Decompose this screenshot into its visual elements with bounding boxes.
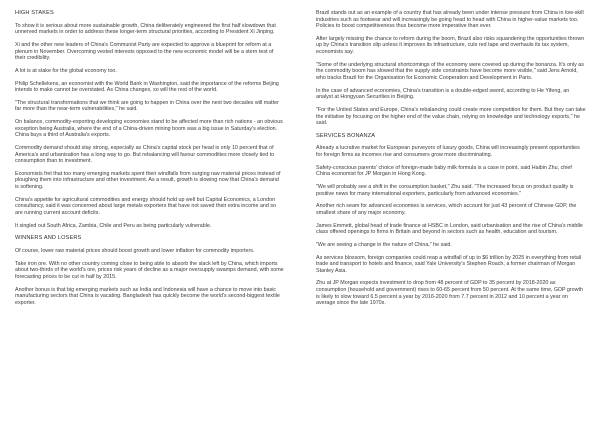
paragraph: James Emmett, global head of trade finance at HSBC in London, said urbanisation and the rise of China's middle class offered openings to firms in Britain and beyond in sectors such as health, education and tourism. [316,222,583,236]
paragraph: After largely missing the chance to reform during the boom, Brazil also risks squandering the opportunities thrown up by China's transition slip unless it improves its infrastructure, cuts red tape and overhauls its tax system, economists say. [316,35,585,56]
paragraph: Xi and the other new leaders of China's Communist Party are expected to approve a blueprint for reform at a plenum in November. Overcoming vested interests opposed to the new economic model will be a stern test of their credibility. [15,41,274,62]
paragraph: "We will probably see a shift in the consumption basket," Zhu said. "The increased focus on product quality is positive news for many international exporters, particularly from advanced economies." [316,184,574,197]
paragraph: China's appetite for agricultural commodities and energy should hold up well but Capital Economics, a London consultancy, said it was concerned about large metals exporters that have not saved their extra income and so are running current account deficits. [15,196,276,216]
paragraph: In the case of advanced economies, China's transition is a double-edged sword, according to He Yifeng, an analyst at Hongyuan Securities in Beijing. [316,87,570,101]
paragraph: Take iron ore. With no other country coming close to being able to absorb the slack left by China, which imports about two-thirds of the world's ore, prices risk years of decline as a major oversupply swamps demand, with some forecasting prices to be cut in half by 2015. [15,260,284,280]
paragraph: On balance, commodity-exporting developing economies stand to be affected more than rich nations - an obvious exception being Australia, where the end of a China-driven mining boom was a big issue in Saturday's election. China buys a third of Australia's exports. [15,119,283,139]
paragraph: Philip Schellekens, an economist with the World Bank in Washington, said the importance of the reforms Beijing intends to make cannot be overstated. As China changes, so will the rest of the world. [15,80,279,94]
paragraph: Commodity demand should stay strong, especially as China's capital stock per head is only 10 percent that of America's and urbanisation has a long way to go. But rebalancing will favour commodities more closely tied to consumption than to investment. [15,144,275,165]
section-heading-winners-and-losers: WINNERS AND LOSERS [15,235,82,242]
paragraph: Brazil stands out as an example of a country that has already been under intense pressure from China in low-skill industries such as footwear and will increasingly be going head to head with China in higher-value markets too. Policies to boost competitiveness thus become more imperative than ever. [316,10,584,30]
paragraph: "The structural transformations that we think are going to happen in China over the next two decades will matter far more than the near-term vulnerabilities," he said. [15,99,279,113]
paragraph: Economists fret that too many emerging markets spent their windfalls from surging raw material prices instead of ploughing them into infrastructure and other investment. As a result, growth is slowing now that China's demand is softening. [15,170,281,191]
paragraph: "We are seeing a change in the nature of China," he said. [316,241,452,248]
paragraph: Of course, lower raw material prices should boost growth and lower inflation for commodity importers. [15,247,255,254]
paragraph: As services blossom, foreign companies could reap a windfall of up to $6 trillion by 2025 in everything from retail trade and transport to hotels and finance, said Yale University's Stephen Roach, a former chairman of Morgan Stanley Asia. [316,254,582,274]
left-column [15,10,284,312]
paragraph: Zhu at JP Morgan expects investment to drop from 48 percent of GDP to 35 percent by 2018-2020 as consumption (household and government) rises to 60-65 percent from 50 percent. At the same time, GDP growth is likely to slow toward 6.5 percent a year by 2016-2020 from 7.7 percent in 2012 and 10 percent a year on average since the late 1970s. [316,280,583,307]
paragraph: Another rich seam for advanced economies is services, which account for just 43 percent of Chinese GDP, the smallest share of any major economy. [316,203,577,216]
right-column [316,10,586,313]
section-heading-high-stakes: HIGH STAKES [15,10,54,16]
paragraph: Safety-conscious parents' choice of foreign-made baby milk formula is a case in point, said Haibin Zhu, chief China economist for JP Morgan in Hong Kong. [316,164,572,178]
paragraph: A lot is at stake for the global economy too. [15,67,117,74]
paragraph: "For the United States and Europe, China's rebalancing could create more competition for them. But they can take the initiative by focusing on the higher end of the value chain, relying on knowledge and technology exports," he said. [316,106,586,127]
paragraph: Another bonus is that big emerging markets such as India and Indonesia will have a chance to move into basic manufacturing sectors that China is vacating. Bangladesh has quickly become the world's second-biggest textile exporter. [15,286,280,306]
paragraph: It singled out South Africa, Zambia, Chile and Peru as being particularly vulnerable. [15,222,212,229]
paragraph: "Some of the underlying structural shortcomings of the economy were covered up during the bonanza. It's only as the commodity boom has slowed that the supply side constraints have become more visible," said Jens Arnold, who tracks Brazil for the Organisation for Economic Cooperation and Development in Paris. [316,61,584,81]
paragraph: Already a lucrative market for European purveyors of luxury goods, China will increasingly present opportunities for foreign firms as incomes rise and consumers grow more discriminating. [316,145,580,159]
section-heading-services-bonanza: SERVICES BONANZA [316,132,376,139]
paragraph: To show it is serious about more sustainable growth, China deliberately engineered the first half slowdown that unnerved markets in order to address these longer-term structural priorities, according to President Xi Jinping. [15,22,276,36]
